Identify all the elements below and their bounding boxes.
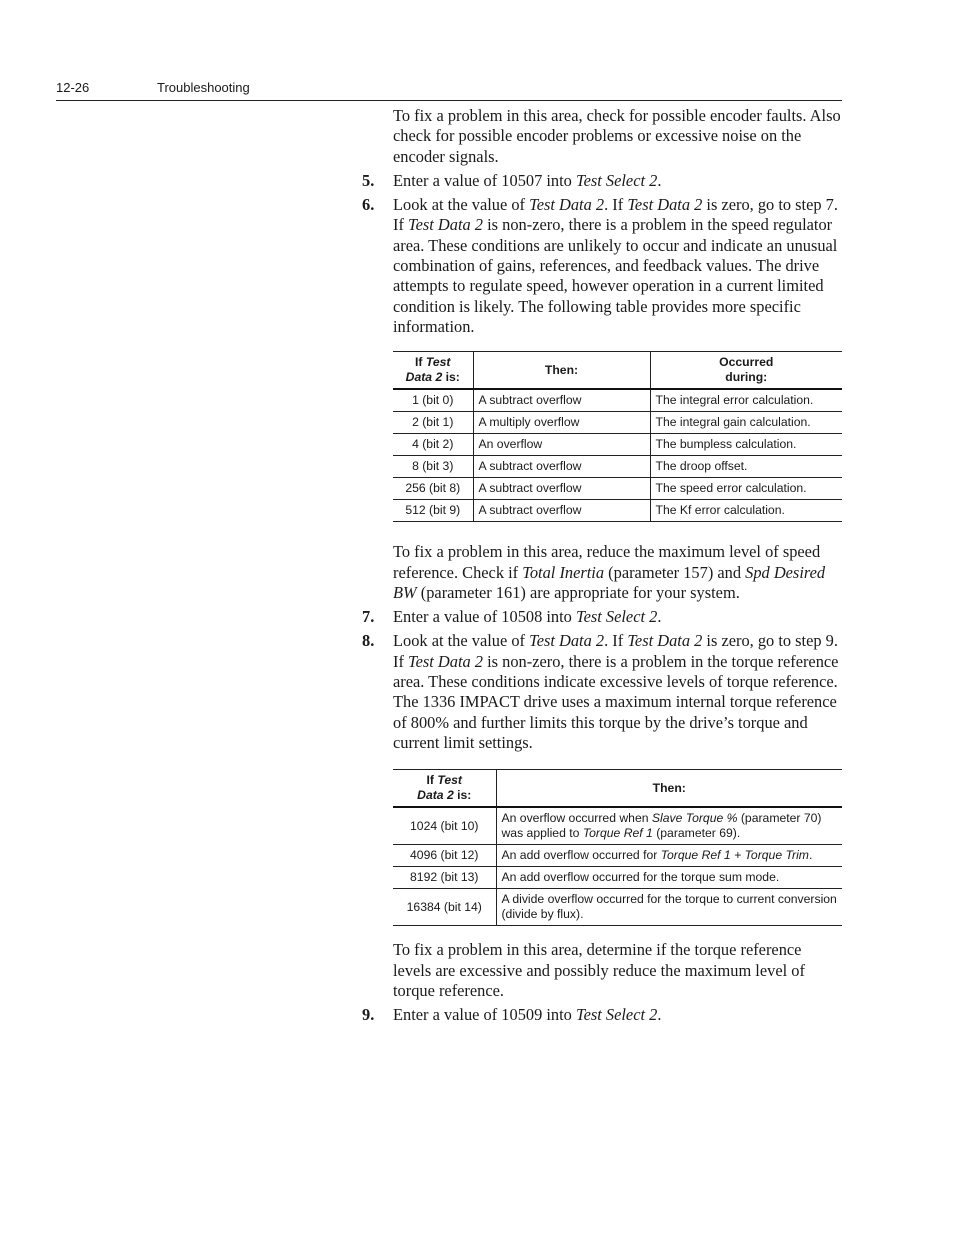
then-cell: An overflow [473, 434, 650, 456]
table-row [393, 500, 842, 522]
then-cell: A subtract overflow [473, 389, 650, 412]
header-occurred-during: Occurred during: [650, 352, 842, 390]
during-cell: The droop offset. [650, 456, 842, 478]
then-cell: An add overflow occurred for the torque sum mode. [496, 867, 842, 889]
page-body [362, 106, 842, 1029]
during-cell: The integral gain calculation. [650, 412, 842, 434]
page-header [56, 80, 842, 101]
table-row [393, 845, 842, 867]
step-number: 5. [362, 170, 375, 190]
then-cell: A multiply overflow [473, 412, 650, 434]
header-if-test-data: If Test Data 2 is: [393, 770, 496, 808]
step-number: 6. [362, 195, 375, 215]
table-header-row [393, 770, 842, 808]
table-row [393, 434, 842, 456]
bit-cell: 512 (bit 9) [393, 500, 473, 522]
during-cell: The integral error calculation. [650, 389, 842, 412]
torque-reference-table [393, 769, 842, 926]
during-cell: The Kf error calculation. [650, 500, 842, 522]
paragraph-speed-reference: To fix a problem in this area, reduce the maximum level of speed reference. Check if Total Inertia (parameter 157) and Spd Desired BW (parameter 161) are appropriate for your system. [393, 542, 826, 602]
paragraph-torque-reference: To fix a problem in this area, determine if the torque reference levels are excessive and possibly reduce the maximum level of torque reference. [393, 940, 805, 1000]
step-number: 7. [362, 607, 375, 627]
bit-cell: 2 (bit 1) [393, 412, 473, 434]
during-cell: The bumpless calculation. [650, 434, 842, 456]
step-6: 6. Look at the value of Test Data 2. If Test Data 2 is zero, go to step 7. If Test Data 2 is non-zero, there is a problem in the speed regulator area. These conditions are unlikely to occur and indicate an unusual combination of gains, references, and feedback values. The drive attempts to regulate speed, however operation in a current limited condition is likely. The following table provides more specific information. [362, 195, 838, 336]
table-row [393, 867, 842, 889]
table-header-row [393, 352, 842, 390]
bit-cell: 4 (bit 2) [393, 434, 473, 456]
step-7: 7. Enter a value of 10508 into Test Select 2. [362, 607, 662, 627]
bit-cell: 8 (bit 3) [393, 456, 473, 478]
table-row [393, 456, 842, 478]
during-cell: The speed error calculation. [650, 478, 842, 500]
bit-cell: 8192 (bit 13) [393, 867, 496, 889]
then-cell: An overflow occurred when Slave Torque % (parameter 70) was applied to Torque Ref 1 (parameter 69). [496, 807, 842, 845]
step-5: 5. Enter a value of 10507 into Test Select 2. [362, 170, 662, 190]
table-row [393, 478, 842, 500]
bit-cell: 1024 (bit 10) [393, 807, 496, 845]
step-9: 9. Enter a value of 10509 into Test Select 2. [362, 1005, 662, 1025]
paragraph-encoder-faults: To fix a problem in this area, check for possible encoder faults. Also check for possible encoder problems or excessive noise on the encoder signals. [393, 106, 841, 166]
section-title: Troubleshooting [157, 80, 250, 95]
header-if-test-data: If Test Data 2 is: [393, 352, 473, 390]
speed-regulator-table [393, 351, 842, 522]
bit-cell: 256 (bit 8) [393, 478, 473, 500]
table-row [393, 889, 842, 926]
then-cell: A subtract overflow [473, 500, 650, 522]
header-then: Then: [473, 352, 650, 390]
header-then: Then: [496, 770, 842, 808]
table-row [393, 807, 842, 845]
then-cell: A divide overflow occurred for the torque to current conversion (divide by flux). [496, 889, 842, 926]
table-row [393, 412, 842, 434]
bit-cell: 4096 (bit 12) [393, 845, 496, 867]
step-number: 9. [362, 1005, 375, 1025]
step-8: 8. Look at the value of Test Data 2. If Test Data 2 is zero, go to step 9. If Test Data 2 is non-zero, there is a problem in the torque reference area. These conditions indicate excessive levels of torque reference. The 1336 IMPACT drive uses a maximum internal torque reference of 800% and further limits this torque by the drive’s torque and current limit settings. [362, 631, 839, 752]
step-number: 8. [362, 631, 375, 651]
then-cell: A subtract overflow [473, 478, 650, 500]
then-cell: An add overflow occurred for Torque Ref 1 + Torque Trim. [496, 845, 842, 867]
bit-cell: 16384 (bit 14) [393, 889, 496, 926]
page-number: 12-26 [56, 80, 90, 95]
table-row [393, 389, 842, 412]
bit-cell: 1 (bit 0) [393, 389, 473, 412]
then-cell: A subtract overflow [473, 456, 650, 478]
